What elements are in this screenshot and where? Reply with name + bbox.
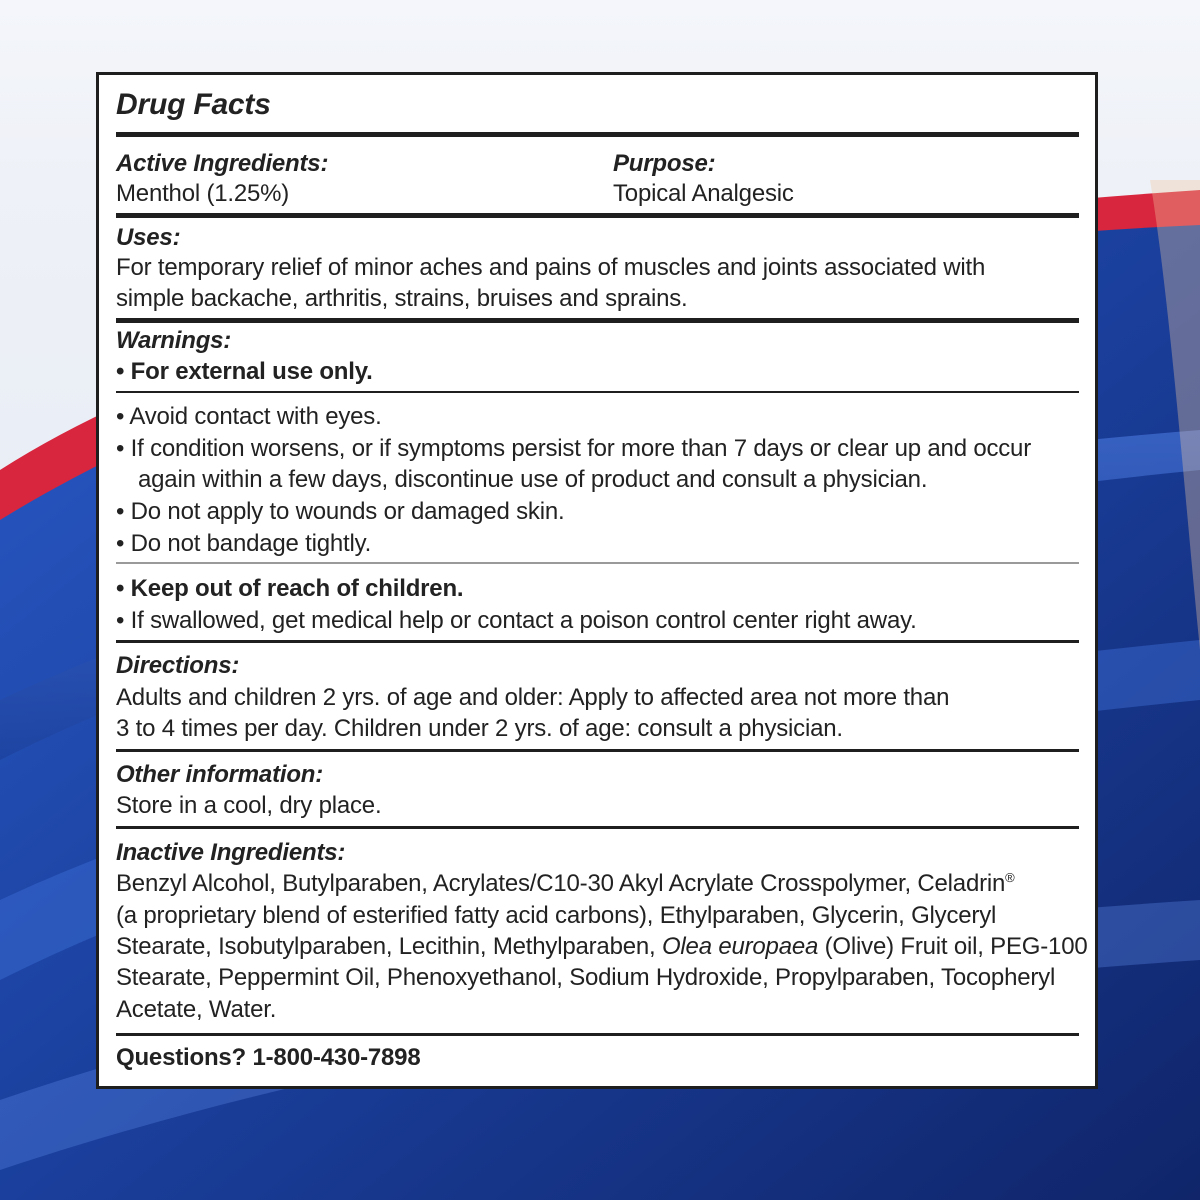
warning-if-swallowed: • If swallowed, get medical help or contact a poison control center right away.: [116, 607, 917, 634]
purpose-heading: Purpose:: [613, 150, 716, 177]
active-ingredients-heading: Active Ingredients:: [116, 150, 329, 177]
divider: [116, 562, 1079, 564]
purpose-value: Topical Analgesic: [613, 180, 794, 207]
inactive-ingredients-line: Stearate, Isobutylparaben, Lecithin, Methylparaben, Olea europaea (Olive) Fruit oil, PEG-100: [116, 933, 1088, 960]
directions-line: Adults and children 2 yrs. of age and older: Apply to affected area not more than: [116, 684, 950, 711]
warning-item: • If condition worsens, or if symptoms persist for more than 7 days or clear up and occur: [116, 435, 1032, 462]
inactive-ingredients-line: Stearate, Peppermint Oil, Phenoxyethanol, Sodium Hydroxide, Propylparaben, Tocopheryl: [116, 964, 1056, 991]
latin-name: Olea europaea: [661, 933, 819, 960]
drug-facts-title: Drug Facts: [116, 88, 271, 121]
divider: [116, 213, 1079, 218]
warning-item: • Do not apply to wounds or damaged skin.: [116, 498, 565, 525]
other-information-value: Store in a cool, dry place.: [116, 792, 382, 819]
registered-mark: ®: [1005, 870, 1015, 885]
divider: [116, 749, 1079, 752]
warning-item: • Avoid contact with eyes.: [116, 403, 382, 430]
inactive-ingredients-line: Acetate, Water.: [116, 996, 277, 1023]
uses-line: For temporary relief of minor aches and pains of muscles and joints associated with: [116, 254, 986, 281]
directions-heading: Directions:: [116, 652, 240, 679]
divider: [116, 640, 1079, 643]
inactive-ingredients-heading: Inactive Ingredients:: [116, 839, 346, 866]
warning-external-use: • For external use only.: [116, 358, 373, 385]
inactive-ingredients-line: Benzyl Alcohol, Butylparaben, Acrylates/C10-30 Akyl Acrylate Crosspolymer, Celadrin®: [116, 870, 1015, 897]
divider: [116, 1033, 1079, 1036]
directions-line: 3 to 4 times per day. Children under 2 yrs. of age: consult a physician.: [116, 715, 843, 742]
inactive-ingredients-line: (a proprietary blend of esterified fatty acid carbons), Ethylparaben, Glycerin, Glyceryl: [116, 902, 997, 929]
active-ingredients-value: Menthol (1.25%): [116, 180, 290, 207]
divider: [116, 318, 1079, 323]
warning-keep-out-of-reach: • Keep out of reach of children.: [116, 575, 464, 602]
drug-facts-panel: [96, 72, 1098, 1089]
warnings-heading: Warnings:: [116, 327, 232, 354]
uses-line: simple backache, arthritis, strains, bruises and sprains.: [116, 285, 688, 312]
divider: [116, 132, 1079, 137]
warning-item: • Do not bandage tightly.: [116, 530, 372, 557]
questions-phone: Questions? 1-800-430-7898: [116, 1044, 421, 1071]
other-information-heading: Other information:: [116, 761, 324, 788]
divider: [116, 826, 1079, 829]
uses-heading: Uses:: [116, 224, 181, 251]
warning-item-continued: again within a few days, discontinue use of product and consult a physician.: [138, 466, 928, 493]
divider: [116, 391, 1079, 393]
